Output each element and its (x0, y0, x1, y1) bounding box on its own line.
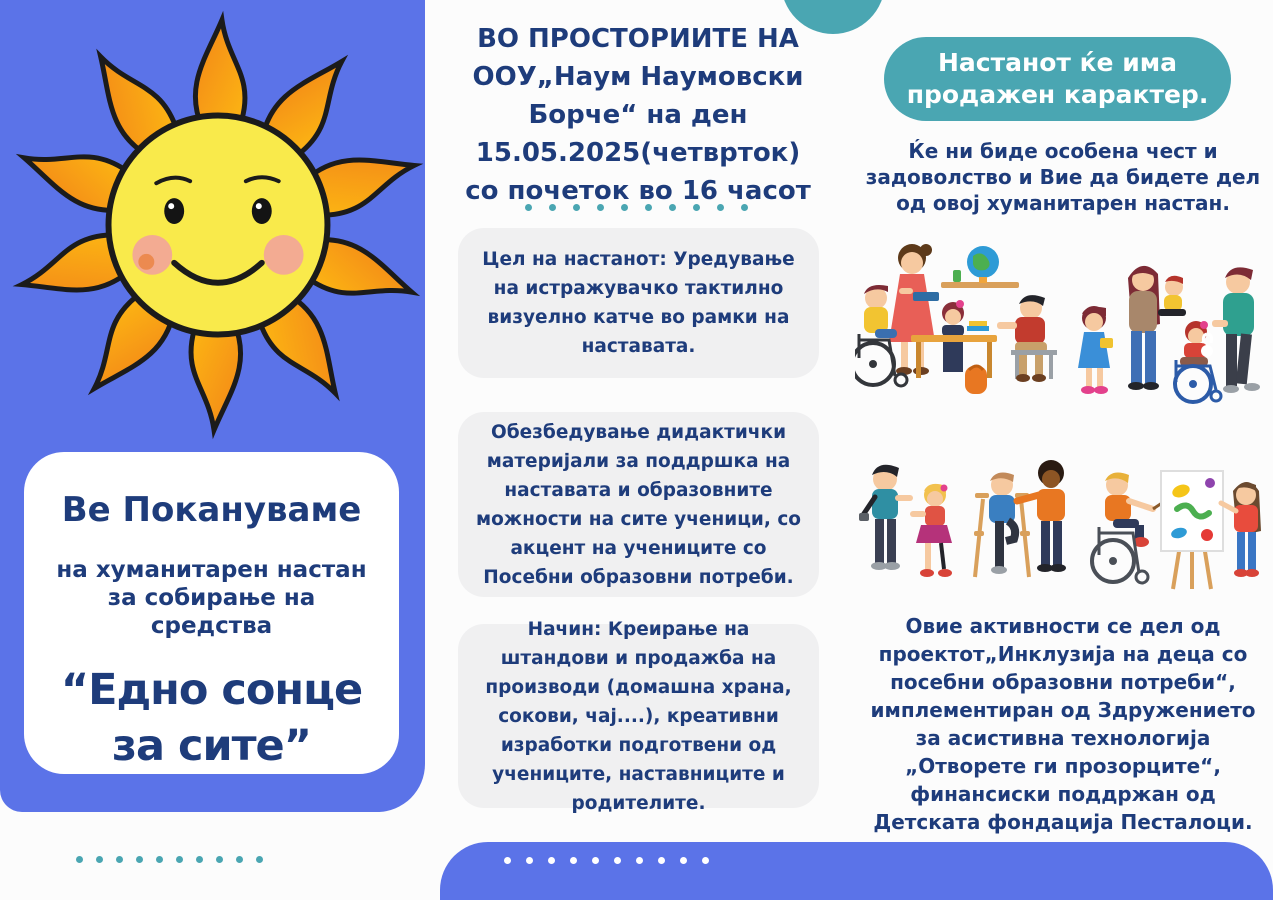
event-location-date-header (448, 20, 828, 210)
info-box-materials (458, 412, 819, 597)
header-line: ВО ПРОСТОРИИТЕ НА (477, 24, 799, 54)
children-disabilities-painting-illustration (855, 443, 1270, 608)
dot (592, 857, 599, 864)
dot (614, 857, 621, 864)
left-panel (0, 0, 425, 812)
dot (702, 857, 709, 864)
invitation-card (24, 452, 399, 774)
dot (658, 857, 665, 864)
illustration-row-1 (855, 230, 1270, 425)
dots-row-bottom-left (76, 856, 263, 863)
info-box-method (458, 618, 819, 814)
dot (216, 856, 223, 863)
dot (680, 857, 687, 864)
dot (526, 857, 533, 864)
dot (156, 856, 163, 863)
info-box-materials-text: Обезбедување дидактички материјали за поддршка на наставата и образовните можности на сите ученици, со акцент на учениците со Посебни образовни потреби. (475, 421, 802, 588)
header-line-time: со почеток во 16 часот (465, 176, 811, 206)
info-box-method-text: Начин: Креирање на штандови и продажба на производи (домашна храна, сокови, чај....), креативни изработки подготвени од учениците, наставниците и родителите. (485, 618, 792, 814)
honor-paragraph (858, 138, 1268, 216)
dot (570, 857, 577, 864)
invite-subtitle-line: средства (150, 613, 273, 639)
dot (636, 857, 643, 864)
invite-subtitle-line: за собирање на (107, 585, 316, 611)
dot (504, 857, 511, 864)
family-with-wheelchair-illustration (1066, 230, 1266, 425)
dot (256, 856, 263, 863)
sale-character-badge (884, 37, 1231, 121)
illustration-row-2 (855, 443, 1270, 608)
smiling-sun-icon (6, 2, 424, 450)
project-paragraph-text: Овие активности се дел од проектот„Инклузија на деца со посебни образовни потреби“, имплементиран од Здружението за асистивна технологија „Отворете ги прозорците“, финансиски поддржан од Детската фондација Песталоци. (870, 614, 1256, 834)
dot (176, 856, 183, 863)
header-line: ООУ„Наум Наумовски (472, 62, 804, 92)
invite-subtitle-line: на хуманитарен настан (56, 557, 367, 583)
info-box-goal (458, 228, 819, 378)
honor-paragraph-text: Ќе ни биде особена чест и задоволство и Вие да бидете дел од овој хуманитарен настан. (865, 139, 1261, 215)
sale-badge-line: продажен карактер. (906, 80, 1209, 109)
event-title-line: за сите” (112, 721, 311, 771)
inclusive-classroom-illustration (855, 230, 1060, 425)
info-box-goal-text: Цел на настанот: Уредување на истражувачко тактилно визуелно катче во рамки на наставата. (482, 249, 795, 357)
dot (116, 856, 123, 863)
dot (236, 856, 243, 863)
dot (76, 856, 83, 863)
invite-heading: Ве Покануваме (61, 490, 362, 530)
dot (548, 857, 555, 864)
dot (96, 856, 103, 863)
project-paragraph (856, 612, 1270, 836)
dots-row-bottom-bar (504, 857, 709, 864)
dot (196, 856, 203, 863)
event-title-line: “Едно сонце (60, 665, 363, 715)
dot (136, 856, 143, 863)
sale-badge-line: Настанот ќе има (937, 48, 1178, 77)
header-line-date: 15.05.2025(четврток) (475, 138, 801, 168)
header-line: Борче“ на ден (528, 100, 748, 130)
event-title (61, 662, 362, 774)
invite-subtitle (56, 556, 366, 640)
bottom-bar (440, 842, 1273, 900)
